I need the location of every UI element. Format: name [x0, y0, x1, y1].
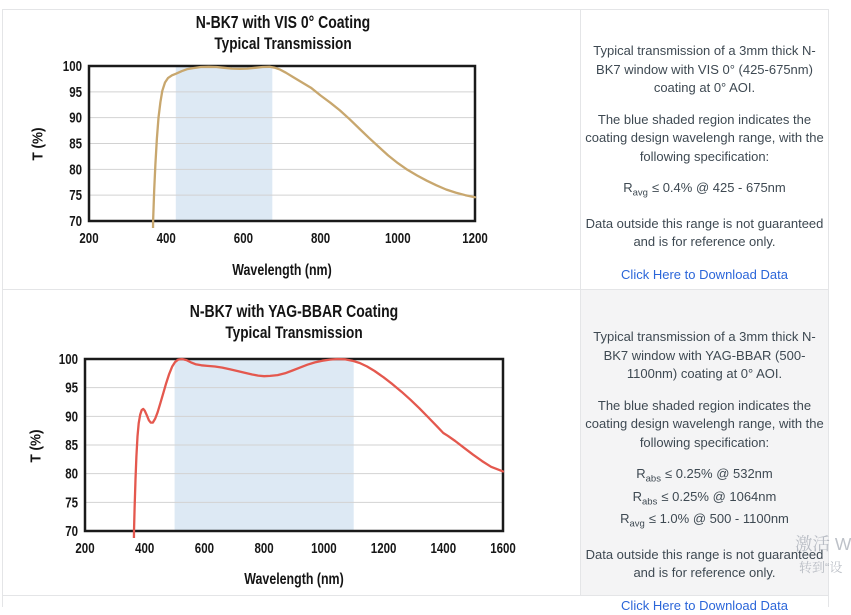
transmission-plot-vis	[3, 10, 580, 289]
transmission-plot-yag	[3, 290, 580, 595]
chart-subtitle: Typical Transmission	[214, 34, 352, 53]
x-tick-label: 800	[311, 230, 331, 247]
chart-subtitle: Typical Transmission	[225, 323, 363, 342]
y-tick-label: 85	[69, 135, 82, 153]
spec-line: $R_{avg} \le 0.4\%$ @ 425 - 675nm	[623, 180, 786, 199]
x-axis-label: Wavelength (nm)	[244, 571, 344, 588]
shaded-region-note: The blue shaded region indicates the coating design wavelengh range, with the following specification:	[585, 111, 824, 164]
chart-yag-bbar-coating	[3, 290, 580, 595]
x-tick-label: 1200	[370, 540, 397, 557]
chart-title: N-BK7 with VIS 0° Coating	[195, 12, 371, 32]
download-data-link[interactable]: Click Here to Download Data	[621, 266, 788, 282]
x-tick-label: 1000	[385, 230, 411, 247]
windows-activation-watermark-line2: 转到“设	[799, 560, 843, 575]
spec-line: $R_{abs} \le 0.25\%$ @ 1064nm	[632, 488, 777, 508]
disclaimer-text: Data outside this range is not guaranteed and is for reference only.	[585, 546, 824, 581]
description-text: Typical transmission of a 3mm thick N-BK7 window with YAG-BBAR (500-1100nm) coating at 0° AOI.	[593, 329, 816, 381]
y-tick-label: 75	[69, 187, 82, 205]
spec-line: $R_{avg} \le 1.0\%$ @ 500 - 1100nm	[620, 511, 789, 530]
x-tick-label: 200	[75, 540, 95, 557]
y-tick-label: 95	[65, 379, 78, 397]
shaded-region-note: The blue shaded region indicates the coating design wavelengh range, with the following specification:	[585, 397, 824, 450]
x-tick-label: 600	[194, 540, 214, 557]
windows-activation-watermark-line1: 激活 W	[795, 534, 851, 554]
disclaimer-text: Data outside this range is not guaranteed and is for reference only.	[585, 215, 824, 250]
spec-line: $R_{abs} \le 0.25\%$ @ 532nm	[636, 466, 773, 485]
x-tick-label: 1200	[462, 230, 488, 247]
y-tick-label: 80	[65, 465, 78, 483]
x-tick-label: 1400	[430, 540, 457, 557]
description-panel-yag	[581, 290, 828, 613]
y-tick-label: 70	[65, 523, 78, 540]
description-panel-vis	[581, 10, 828, 289]
x-tick-label: 400	[135, 540, 155, 557]
x-tick-label: 1600	[490, 540, 516, 557]
chart-title: N-BK7 with YAG-BBAR Coating	[189, 301, 399, 321]
download-data-link[interactable]: Click Here to Download Data	[621, 597, 788, 613]
y-tick-label: 75	[65, 494, 78, 512]
y-tick-label: 70	[69, 213, 82, 230]
y-tick-label: 80	[69, 161, 82, 179]
y-tick-label: 95	[69, 83, 82, 101]
x-tick-label: 600	[233, 230, 253, 247]
chart-vis-coating	[3, 10, 580, 289]
x-tick-label: 800	[254, 540, 274, 557]
y-tick-label: 100	[58, 351, 78, 368]
y-tick-label: 90	[69, 109, 82, 127]
y-axis-label: T (%)	[29, 127, 47, 161]
y-tick-label: 85	[65, 437, 78, 454]
y-axis-label: T (%)	[27, 429, 45, 463]
description-text: Typical transmission of a 3mm thick N-BK7 window with VIS 0° (425-675nm) coating at 0° AOI.	[593, 43, 816, 95]
y-tick-label: 90	[65, 408, 78, 426]
x-tick-label: 1000	[311, 540, 337, 557]
y-tick-label: 100	[62, 58, 82, 75]
x-axis-label: Wavelength (nm)	[232, 262, 332, 279]
x-tick-label: 400	[156, 230, 176, 247]
x-tick-label: 200	[79, 230, 99, 247]
